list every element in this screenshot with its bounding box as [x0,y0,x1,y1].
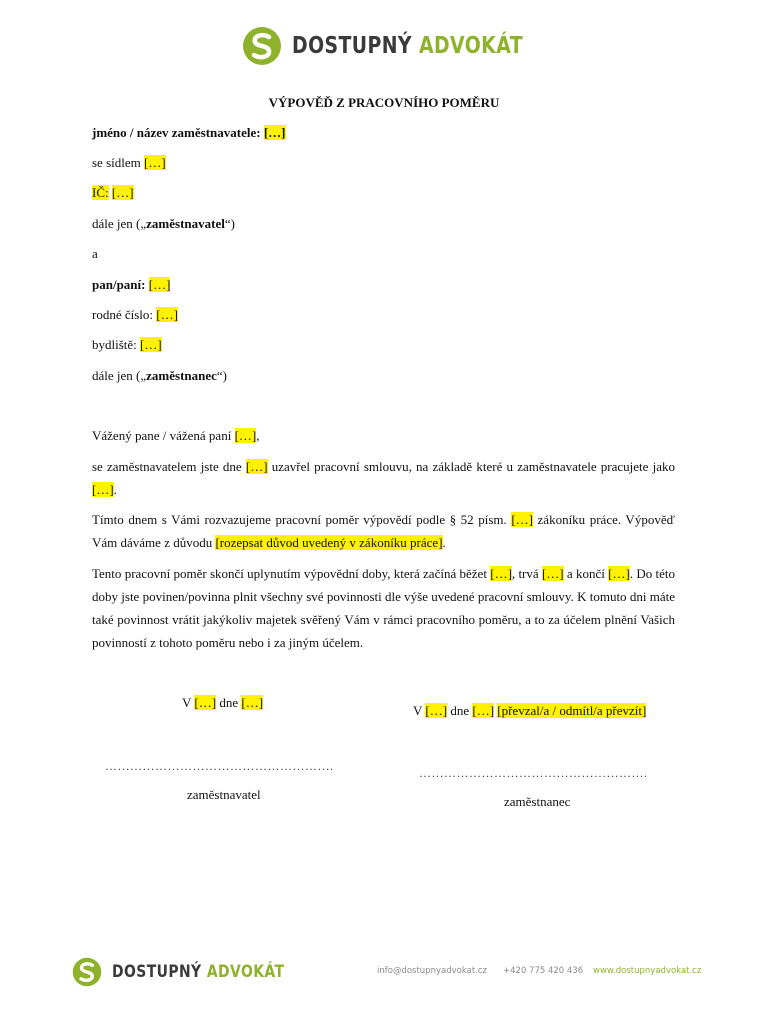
para2-text1: Tímto dnem s Vámi rozvazujeme pracovní poměr výpovědí podle § 52 písm. [92,512,507,527]
paragraph-termination [92,508,675,554]
employee-alias-line [92,368,227,384]
employee-address-line [92,337,162,353]
para3-text4: . Do této doby jste povinen/povinna plnit všechny své povinnosti dle výše uvedené pracovní smlouvy. K tomuto dni máte také povinnost vrátit jakýkoliv majetek svěřený Vám v rámci pracovního poměru, a to za účelem plnění Vašich povinností z tohoto poměru nebo i za jiným účelem. [92,566,676,650]
employer-ic-line [92,185,134,201]
employer-name-placeholder: […] [263,125,286,140]
employee-name-label: pan/paní: [92,277,146,292]
document-title: VÝPOVĚĎ Z PRACOVNÍHO POMĚRU [268,95,500,110]
employee-place-date [413,703,646,719]
employee-signature-label: zaměstnanec [504,794,571,809]
greeting-placeholder: […] [234,428,257,443]
paragraph-contract [92,455,675,501]
employer-ic-label: IČ: [92,185,109,200]
employer-name-label: jméno / název zaměstnavatele: [92,125,261,140]
para3-text2: , trvá [511,566,539,581]
para1-placeholder-date: […] [245,459,268,474]
employer-place-placeholder: […] [194,695,217,710]
employer-place-prefix: V [182,695,192,710]
para3-placeholder-end: […] [608,566,630,581]
para1-placeholder-position: […] [92,482,114,497]
employer-name-line [92,125,286,141]
employer-alias-suffix: “) [224,216,235,231]
brand-logo-top [242,26,574,66]
employer-date-word: dne [219,695,239,710]
employee-birth-label: rodné číslo: [92,307,154,322]
employer-alias: zaměstnavatel [146,216,225,231]
and-line: a [92,246,98,261]
brand-part1: DOSTUPNÝ [292,33,413,59]
para2-reason: [rozepsat důvod uvedený v zákoníku práce] [215,535,443,550]
footer-brand-part1: DOSTUPNÝ [112,962,202,982]
footer-email-link[interactable]: info@dostupnyadvokat.cz [377,966,487,976]
employee-signature-line: ………………………………………………. [419,766,648,780]
employer-alias-line [92,216,235,232]
employee-name-line [92,277,170,293]
employer-ic-placeholder: […] [111,185,134,200]
para3-placeholder-start: […] [490,566,512,581]
logo-icon [242,26,282,66]
brand-logo-bottom [72,957,322,987]
footer-web-link[interactable]: www.dostupnyadvokat.cz [593,966,702,976]
employee-place-prefix: V [413,703,423,718]
greeting-text: Vážený pane / vážená paní [92,428,232,443]
employer-date-placeholder: […] [241,695,264,710]
employee-birth-placeholder: […] [156,307,178,322]
employee-receipt-status: [převzal/a / odmítl/a převzít] [497,703,647,718]
para2-placeholder-letter: […] [511,512,533,527]
employer-seat-label: se sídlem [92,155,141,170]
footer-phone: +420 775 420 436 [503,966,584,976]
employee-birth-line [92,307,178,323]
employee-name-placeholder: […] [148,277,171,292]
employer-alias-prefix: dále jen („ [92,216,147,231]
employer-place-date [182,695,263,711]
para2-text3: . [442,535,446,550]
brand-part2: ADVOKÁT [418,33,524,59]
para1-text1: se zaměstnavatelem jste dne [92,459,242,474]
para1-text2: uzavřel pracovní smlouvu, na základě které u zaměstnavatele pracujete jako [271,459,675,474]
para3-text1: Tento pracovní poměr skončí uplynutím výpovědní doby, která začíná běžet [92,566,487,581]
paragraph-notice-period [92,562,675,654]
employer-seat-placeholder: […] [144,155,166,170]
employee-alias: zaměstnanec [146,368,217,383]
employer-seat-line [92,155,166,171]
logo-icon [72,957,102,987]
employer-signature-line: ………………………………………………. [105,759,334,773]
footer-brand-part2: ADVOKÁT [206,962,285,982]
employer-signature-label: zaměstnavatel [187,787,261,802]
greeting-suffix: , [256,428,260,443]
employee-alias-suffix: “) [216,368,228,383]
para1-text3: . [113,482,117,497]
greeting-line [92,428,259,444]
employee-address-label: bydliště: [92,337,137,352]
employee-place-placeholder: […] [425,703,448,718]
para3-placeholder-duration: […] [541,566,564,581]
para3-text3: a končí [566,566,605,581]
footer-brand-name [112,962,284,982]
para2-text2: zákoníku práce. Výpověď Vám dáváme z důvodu [92,512,675,550]
employee-alias-prefix: dále jen („ [92,368,147,383]
employee-date-word: dne [450,703,470,718]
brand-name [292,33,523,59]
employee-date-placeholder: […] [472,703,495,718]
employee-address-placeholder: […] [140,337,162,352]
